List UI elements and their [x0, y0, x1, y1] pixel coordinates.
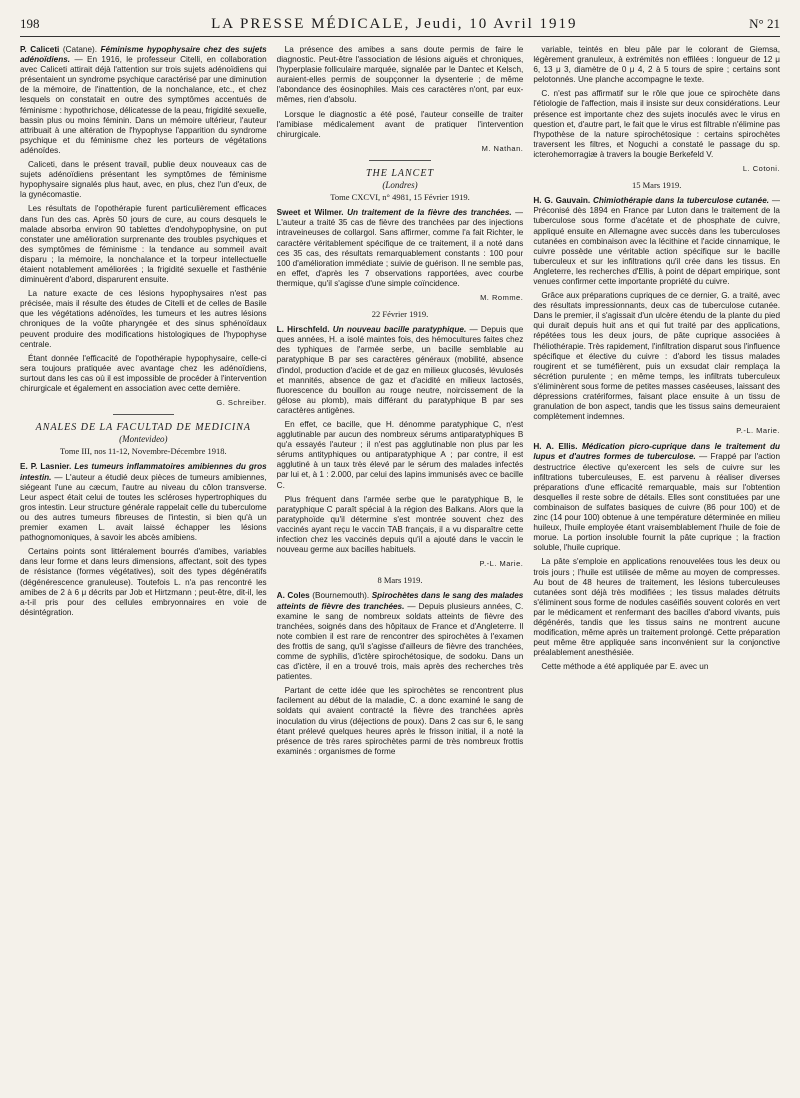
- journal-issue: Tome CXCVI, n° 4981, 15 Février 1919.: [330, 192, 470, 203]
- abstract-paragraph: Cette méthode a été appliquée par E. avec un: [541, 662, 709, 672]
- journal-city: (Montevideo): [119, 434, 168, 445]
- page-number: 198: [20, 16, 40, 31]
- column-2: [277, 45, 524, 1055]
- abstract-title: Spirochètes dans le sang des malades atteints de fièvre des tranchées.: [276, 591, 524, 611]
- journal-title: ANALES DE LA FACULTAD DE MEDICINA: [35, 422, 251, 434]
- abstract-paragraph: Certains points sont littéralement bourrés d'amibes, variables dans leur forme et dans leurs dimensions, affectant, soit des types de résistance (formes végétatives), soit des types dégénératifs (dégénérescence granuleuse). Toutefois L. n'a pas rencontré les amibes de 2 à 6 μ décrits par Job et Hirtzmann ; peut-être, dit-il, les a-t-il pris pour des cellules embryonnaires en voie de désintégration.: [20, 547, 267, 617]
- divider: [369, 160, 431, 161]
- abstract-gauvain: [533, 196, 780, 287]
- column-3: [533, 45, 780, 1055]
- abstract-author: E. P. Lasnier.: [20, 462, 72, 472]
- abstract-title: Féminisme hypophysaire chez des sujets adénoïdiens.: [20, 45, 267, 65]
- issue-number: N° 21: [749, 16, 780, 31]
- abstract-paragraph: Caliceti, dans le présent travail, publie deux nouveaux cas de sujets adénoïdiens présentant les symptômes de féminisme hypophysaire signalés plus haut, avec, en plus, chez l'un d'eux, de la gynécomastie.: [20, 160, 267, 200]
- abstract-author: A. Coles: [276, 591, 310, 601]
- abstract-paragraph: variable, teintés en bleu pâle par le colorant de Giemsa, légèrement granuleux, à extrémités non effilées : longueur de 12 μ 6, 13 μ 3, diamètre de 0 μ 4, 2 à 5 tours de spire ; certains sont pelotonnés. Une planche accompagne le texte.: [533, 45, 780, 85]
- abstract-caliceti: [20, 45, 267, 156]
- abstract-hirschfeld: [277, 325, 524, 416]
- page-title: LA PRESSE MÉDICALE, Jeudi, 10 Avril 1919: [211, 16, 578, 32]
- abstract-signature: M. Romme.: [480, 292, 524, 302]
- abstract-author: P. Caliceti: [20, 45, 60, 54]
- abstract-paragraph: Lorsque le diagnostic a été posé, l'auteur conseille de traiter l'amibiase médicalement avant de pratiquer l'intervention chirurgicale.: [276, 109, 524, 139]
- abstract-signature: P.-L. Marie.: [479, 559, 524, 569]
- abstract-author: H. A. Ellis.: [533, 442, 578, 452]
- abstract-lasnier: [20, 462, 267, 543]
- abstract-title: Médication picro-cuprique dans le traitement du lupus et d'autres formes de tuberculose.: [533, 442, 780, 462]
- section-date: 22 Février 1919.: [371, 309, 429, 320]
- journal-issue: Tome III, nos 11-12, Novembre-Décembre 1918.: [59, 446, 227, 457]
- abstract-signature: M. Nathan.: [481, 143, 524, 153]
- abstract-title: Chimiothérapie dans la tuberculose cutanée.: [592, 196, 770, 206]
- abstract-paragraph: Les résultats de l'opothérapie furent particulièrement efficaces dans l'un des cas. Après 50 jours de cure, au cours desquels le malade absorba environ 90 tablettes d'endohypophysine, on put constater une amélioration surprenante des troubles psychiques et des symptômes de féminisme : la tendance au sommeil avait disparu ; la mémoire, la nonchalance et la torpeur intellectuelle étaient notablement améliorées ; la frigidité sexuelle et l'asthénie diminuèrent d'abord, disparurent ensuite.: [20, 204, 267, 285]
- abstract-paragraph: Grâce aux préparations cupriques de ce dernier, G. a traité, avec des résultats impressionnants, deux cas de tuberculose cutanée. Dans le premier, il s'agissait d'un ulcère étendu de la plante du pied qui durait depuis huit ans et qui fut traité par des applications, répétées tous les deux jours, de pâte cuprique associées à l'héliothérapie. Très rapidement, l'infiltration disparut sous l'influence spécifique et élective du cuivre : d'abord les tissus malades rougirent et se tuméfièrent, puis un exsudat clair remplaça la sécrétion purulente ; en même temps, les infiltrats tuberculeux s'éliminèrent sous forme de petites masses caséeuses, laissant des dépressions cratériformes, faisant place ensuite à un tissu de granulation de bon aspect, tandis que les tissus sains demeuraient complètement indemnes.: [533, 291, 780, 422]
- abstract-body: — En 1916, le professeur Citelli, en collaboration avec Caliceti attirait déjà l'attention sur trois sujets adénoïdiens qui présentaient un syndrome psychique caractérisé par une diminution de la mémoire, de l'inattention, de la nonchalance, etc., et chez lesquels on constatait en outre des symptômes accentués de féminisme : hypothrichose, délicatesse de la peau, frigidité sexuelle, bassin plus ou moins féminin. Dans un mémoire ultérieur, l'auteur attribuait à une altération de l'hypophyse l'apparition du syndrome psychique et du féminisme chez les porteurs de végétations adénoïdes.: [20, 55, 267, 155]
- abstract-place: (Bournemouth).: [312, 591, 370, 601]
- journal-city: (Londres): [382, 180, 418, 191]
- abstract-title: Un traitement de la fièvre des tranchées.: [347, 208, 512, 218]
- column-1: [20, 45, 267, 1055]
- abstract-signature: P.-L. Marie.: [736, 426, 780, 436]
- abstract-paragraph: En effet, ce bacille, que H. dénomme paratyphique C, n'est agglutinable par aucun des nombreux sérums antiparatyphiques B qu'a essayés l'auteur ; il n'est pas agglutinable non plus par les sérums antityphiques ou antiparatyphique A ; par contre, il est agglutiné à un taux très élevé par le sérum des malades infectés par lui et, à 1 : 2.000, par celui des lapins immunisés avec ce bacille C.: [276, 420, 524, 490]
- abstract-sweet-wilmer: [277, 208, 524, 289]
- abstract-author: Sweet et Wilmer.: [276, 208, 344, 218]
- abstract-body: — L'auteur a étudié deux pièces de tumeurs amibiennes, siégeant l'une au cæcum, l'autre au niveau du côlon transverse. Leur aspect était celui de toutes les scléroses hypertrophiques du gros intestin. Leur structure générale rappelait celle du tuberculome ou des autres tumeurs fibreuses de l'intestin, si bien qu'à un premier examen L. avait laissé échapper les lésions pathognomoniques, à savoir les abcès amibiens.: [20, 472, 267, 543]
- abstract-place: (Catane).: [62, 45, 98, 54]
- abstract-paragraph: Plus fréquent dans l'armée serbe que le paratyphique B, le paratyphique C paraît spécial à la région des Balkans. Alors que la paratyphoïde qu'il détermine s'est montrée souvent chez des vaccinés ayant reçu le vaccin TAB français, il a vu disparaître cette infection chez les vaccinés depuis qu'il a ajouté dans le vaccin le nouveau germe aux bacilles habituels.: [276, 494, 524, 555]
- abstract-title: Les tumeurs inflammatoires amibiennes du gros intestin.: [20, 462, 267, 482]
- abstract-paragraph: C. n'est pas affirmatif sur le rôle que joue ce spirochète dans l'étiologie de l'affection, mais il insiste sur deux considérations. Leur présence est importante chez des sujets inoculés avec le virus en question et, d'autre part, le fait que le virus est filtrable n'élimine pas l'hypothèse de la nature spirochétosique : certains spirochètes traversent les filtres, et Noguchi a constaté le passage du sp. icterohemorragiæ à travers la bougie Berkefeld V.: [533, 89, 780, 159]
- abstract-body: — Depuis plusieurs années, C. examine le sang de nombreux soldats atteints de fièvre des tranchées, soignés dans des hôpitaux de France et d'Angleterre. Il note combien il est rare de rencontrer des spirochètes à l'examen des frottis de sang, qu'il s'agisse d'ailleurs de fièvre des tranchées, comme de syphilis, d'ictère spirochétosique, de sodoku. Dans un cas d'ictère, il en a trouvé trois, mais après des recherches très patientes.: [276, 601, 524, 682]
- abstract-signature: L. Cotoni.: [742, 164, 780, 174]
- abstract-coles: [277, 591, 524, 682]
- abstract-body: — Préconisé dès 1894 en France par Luton dans le traitement de la tuberculose sous forme d'acétate et de phosphate de cuivre, appliqué ensuite en Allemagne avec succès dans les tuberculoses cutanées en combinaison avec la lécithine et l'acide cinnamique, le cuivre possède une véritable action spécifique sur le bacille tuberculeux et sur les infiltrations qu'il crée dans les tissus. En Angleterre, les recherches d'Ellis, à point de départ empirique, sont venues confirmer cette importante propriété du cuivre.: [533, 196, 780, 286]
- newspaper-page: [20, 16, 780, 1066]
- abstract-paragraph: Partant de cette idée que les spirochètes se rencontrent plus facilement au début de la maladie, C. a donc examiné le sang de soldats qui avaient contracté la fièvre des tranchées après inoculation du virus (déjections de poux). Dans 2 cas sur 6, le sang étant prélevé quelques heures après le frisson initial, il a noté la présence de très rares spirochètes parmi de très nombreux frottis examinés : organismes de forme: [276, 686, 524, 756]
- section-date: 15 Mars 1919.: [631, 180, 682, 191]
- abstract-paragraph: La présence des amibes a sans doute permis de faire le diagnostic. Peut-être l'association de lésions aiguës et chroniques, l'hyperplasie folliculaire marquée, signalée par le Dantec et Kelsch, auraient-elles permis de soupçonner la dysenterie ; de même l'abondance des éosinophiles. Mais ces caractères n'ont, par eux-mêmes, rien d'absolu.: [276, 45, 524, 105]
- page-header: [20, 16, 780, 37]
- abstract-title: Un nouveau bacille paratyphique.: [332, 325, 467, 335]
- abstract-ellis: [533, 442, 780, 553]
- abstract-paragraph: La pâte s'emploie en applications renouvelées tous les deux ou trois jours ; l'huile est utilisée de même au moyen de compresses. Au bout de 48 heures de traitement, les lésions tuberculeuses cutanées sont déjà très modifiées ; les tissus malades détruits s'éliminent sous forme de nodules caséifiés souvent colorés en vert par le médicament et renfermant des bacilles d'abord vivants, puis dégénérés, tandis que les tissus sains ne montrent aucune modification, même après un traitement prolongé. Cette préparation peut même être appliquée sans inconvénient sur la conjonctive préalablement anesthésiée.: [533, 557, 780, 658]
- abstract-signature: G. Schreiber.: [216, 398, 267, 408]
- divider: [113, 414, 175, 415]
- journal-title: THE LANCET: [365, 167, 435, 179]
- abstract-body: — L'auteur a traité 35 cas de fièvre des tranchées par des injections intraveineuses de collargol. Sans affirmer, comme l'a fait Richter, le caractère véritablement spécifique de ce traitement, il a noté dans ces 35 cas, des résultats remarquablement constants : 100 pour 100 d'amélioration immédiate ; suivie de guérison. Il ne semble pas, en effet, d'après les 7 observations rapportées, avec courbe thermique, qu'il s'agisse d'une simple coïncidence.: [276, 208, 524, 288]
- abstract-author: L. Hirschfeld.: [276, 325, 330, 335]
- abstract-body: — Depuis que ques années, H. a isolé maintes fois, des hémocultures faites chez des typhiques de l'armée serbe, un bacille semblable au paratyphique B par ses caractères généraux (mobilité, absence d'indol, production d'acide et de gaz en milieux glucosés, lévulosés et mannités, absence de gaz et d'acidité en milieux lactosés, fluorescence du bouillon au rouge neutre, noircissement de la gélose au plomb), mais différant du paratyphique B par ses caractères antigènes.: [276, 325, 524, 415]
- section-date: 8 Mars 1919.: [377, 575, 423, 586]
- abstract-paragraph: Étant donnée l'efficacité de l'opothérapie hypophysaire, celle-ci sera toujours pratiquée avec avantage chez les adénoïdiens, surtout dans les cas où il est impossible de procéder à l'intervention chirurgicale et également en association avec cette dernière.: [20, 353, 267, 393]
- columns: [20, 45, 780, 1055]
- abstract-paragraph: La nature exacte de ces lésions hypophysaires n'est pas précisée, mais il résulte des études de Citelli et de celles de Basile que les végétations adénoïdes, les tumeurs et les autres lésions chroniques de la voûte pharyngée et des sinus sphénoïdaux peuvent produire des modifications histologiques de l'hypophyse centrale.: [20, 289, 267, 349]
- abstract-author: H. G. Gauvain.: [533, 196, 591, 206]
- abstract-body: — Frappé par l'action destructrice élective qu'exercent les sels de cuivre sur les infiltrations tuberculeuses, E. est parvenu à réaliser diverses préparations d'une efficacité remarquable, mais sur l'obtention desquelles il reste sobre de détails. Elles sont constituées par une combinaison de sulfates basiques de cuivre (86 pour 100) et de zinc (14 pour 100) obtenue à une température déterminée en milieu huileux, l'huile employée étant vraisemblablement l'huile de foie de morue. La portion insoluble fournit la pâte cuprique ; la fraction soluble, l'huile cuprique.: [533, 452, 780, 553]
